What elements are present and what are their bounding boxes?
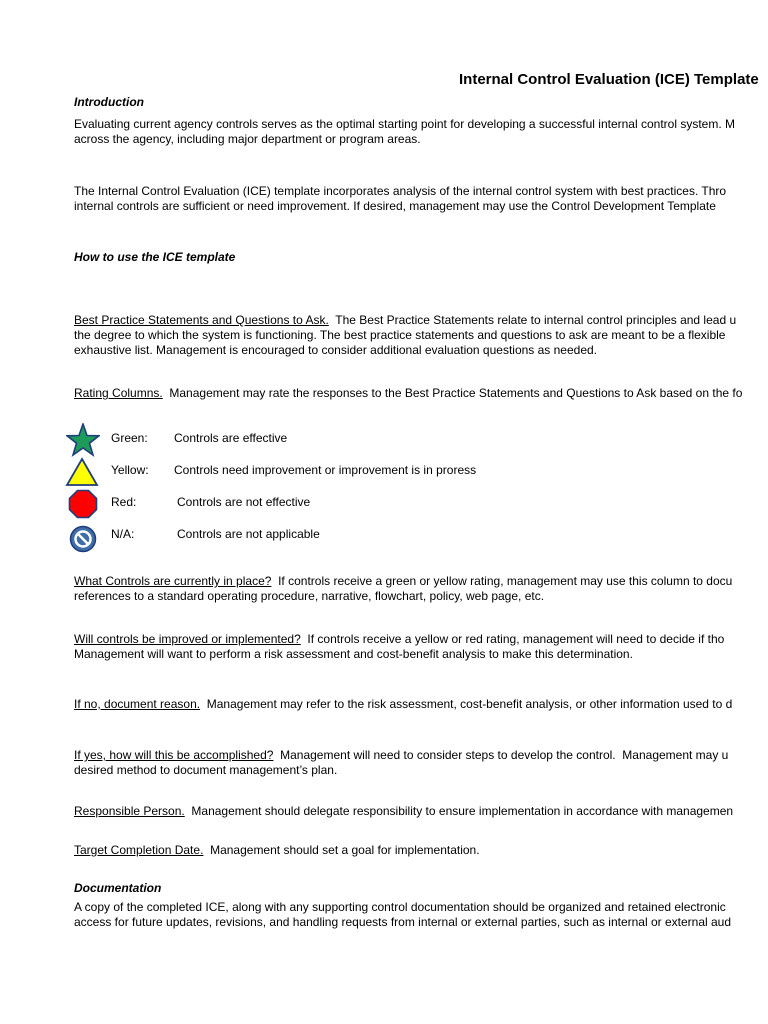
paragraph-text: Management should set a goal for implementation. bbox=[203, 843, 480, 857]
paragraph-line: references to a standard operating procedure, narrative, flowchart, policy, web page, etc. bbox=[74, 589, 545, 603]
yellow-triangle-icon bbox=[65, 457, 99, 487]
legend-label-green: Green: bbox=[111, 431, 148, 445]
paragraph-text: If controls receive a green or yellow rating, management may use this column to docu bbox=[271, 574, 733, 588]
legend-desc-red: Controls are not effective bbox=[177, 495, 311, 509]
how-to-use-heading: How to use the ICE template bbox=[74, 250, 236, 264]
legend-label-na: N/A: bbox=[111, 527, 135, 541]
not-applicable-icon bbox=[69, 524, 97, 554]
target-date-paragraph bbox=[74, 843, 480, 858]
red-octagon-icon bbox=[68, 489, 98, 519]
paragraph-line: The Internal Control Evaluation (ICE) template incorporates analysis of the internal control system with best practices. Thro bbox=[74, 184, 727, 198]
documentation-heading: Documentation bbox=[74, 881, 162, 895]
what-controls-paragraph bbox=[74, 574, 732, 604]
paragraph-text: Management may rate the responses to the Best Practice Statements and Questions to Ask based on the fo bbox=[162, 386, 743, 400]
legend-label-yellow: Yellow: bbox=[111, 463, 149, 477]
paragraph-text: If controls receive a yellow or red rating, management will need to decide if tho bbox=[300, 632, 725, 646]
best-practice-paragraph bbox=[74, 313, 736, 358]
paragraph-line: across the agency, including major department or program areas. bbox=[74, 132, 421, 146]
paragraph-line: A copy of the completed ICE, along with any supporting control documentation should be organized and retained electronic bbox=[74, 900, 726, 914]
documentation-paragraph bbox=[74, 900, 731, 930]
target-date-label: Target Completion Date. bbox=[74, 843, 204, 857]
will-controls-label: Will controls be improved or implemented? bbox=[74, 632, 301, 646]
paragraph-text: The Best Practice Statements relate to internal control principles and lead u bbox=[328, 313, 737, 327]
introduction-paragraph-2 bbox=[74, 184, 726, 214]
legend-desc-yellow: Controls need improvement or improvement is in proress bbox=[174, 463, 477, 477]
page-title: Internal Control Evaluation (ICE) Template bbox=[459, 71, 759, 88]
paragraph-text: Management will need to consider steps to develop the control. Management may u bbox=[273, 748, 729, 762]
legend-desc-green: Controls are effective bbox=[174, 431, 288, 445]
paragraph-line: internal controls are sufficient or need improvement. If desired, management may use the Control Development Template bbox=[74, 199, 716, 213]
green-star-icon bbox=[66, 423, 100, 457]
legend-desc-na: Controls are not applicable bbox=[177, 527, 320, 541]
will-controls-paragraph bbox=[74, 632, 724, 662]
paragraph-text: Management may refer to the risk assessment, cost-benefit analysis, or other information used to d bbox=[200, 697, 733, 711]
paragraph-line: the degree to which the system is functioning. The best practice statements and questions to ask are meant to be a flexible bbox=[74, 328, 726, 342]
what-controls-label: What Controls are currently in place? bbox=[74, 574, 272, 588]
paragraph-line: access for future updates, revisions, and handling requests from internal or external parties, such as internal or external aud bbox=[74, 915, 732, 929]
legend-label-red: Red: bbox=[111, 495, 137, 509]
paragraph-line: Evaluating current agency controls serves as the optimal starting point for developing a successful internal control system. M bbox=[74, 117, 735, 131]
introduction-paragraph-1 bbox=[74, 117, 735, 147]
responsible-person-label: Responsible Person. bbox=[74, 804, 185, 818]
if-yes-paragraph bbox=[74, 748, 728, 778]
paragraph-line: exhaustive list. Management is encouraged to consider additional evaluation questions as needed. bbox=[74, 343, 598, 357]
paragraph-line: Management will want to perform a risk assessment and cost-benefit analysis to make this determination. bbox=[74, 647, 633, 661]
if-no-paragraph bbox=[74, 697, 732, 712]
if-no-label: If no, document reason. bbox=[74, 697, 201, 711]
introduction-heading: Introduction bbox=[74, 95, 144, 109]
rating-columns-paragraph bbox=[74, 386, 742, 401]
paragraph-line: desired method to document management’s plan. bbox=[74, 763, 338, 777]
paragraph-text: Management should delegate responsibility to ensure implementation in accordance with managemen bbox=[184, 804, 734, 818]
best-practice-label: Best Practice Statements and Questions to Ask. bbox=[74, 313, 329, 327]
responsible-person-paragraph bbox=[74, 804, 733, 819]
if-yes-label: If yes, how will this be accomplished? bbox=[74, 748, 274, 762]
rating-columns-label: Rating Columns. bbox=[74, 386, 163, 400]
